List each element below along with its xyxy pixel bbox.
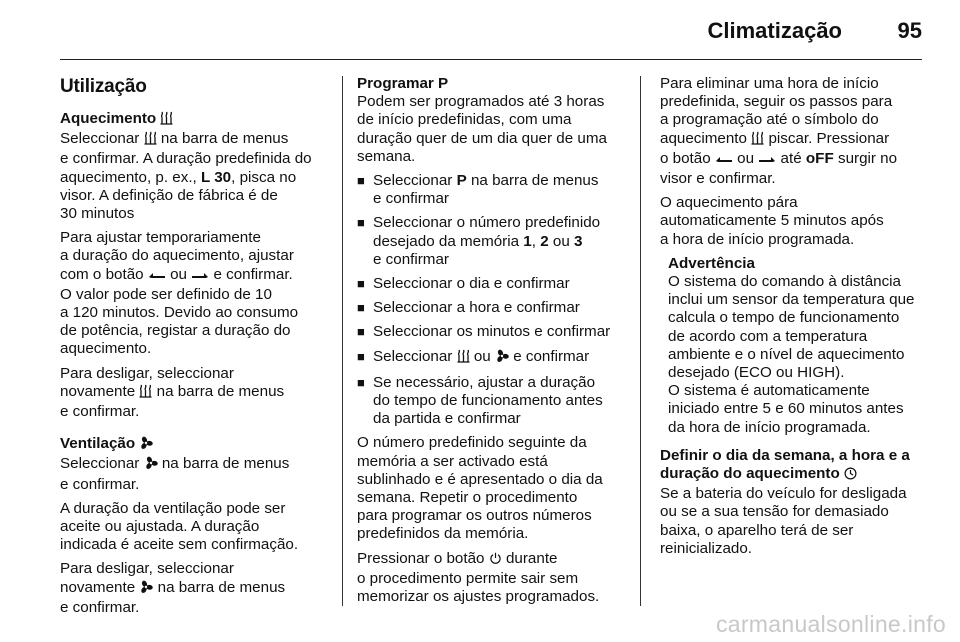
text: automaticamente 5 minutos após <box>660 212 884 230</box>
text: duração quer de um dia quer de uma <box>357 129 607 147</box>
text: desejado da memória <box>373 232 520 250</box>
text: Para ajustar temporariamente <box>60 229 261 247</box>
text: novamente <box>60 578 136 596</box>
text: 30 minutos <box>60 205 135 223</box>
text: Seleccionar <box>373 172 453 190</box>
column-divider <box>342 76 343 606</box>
text: Para desligar, seleccionar <box>60 364 234 382</box>
text: , pisca no <box>231 168 297 186</box>
ventilation-para-3 <box>60 560 332 617</box>
text: na barra de menus <box>157 578 286 596</box>
text: iniciado entre 5 e 60 minutos antes <box>668 400 904 418</box>
text: visor e confirmar. <box>660 170 776 188</box>
list-item: ■ Seleccionar os minutos e confirmar <box>357 323 632 341</box>
text: para programar os outros números <box>357 507 592 525</box>
text: O número predefinido seguinte da <box>357 434 587 452</box>
text: Para eliminar uma hora de início <box>660 75 879 92</box>
ventilation-icon <box>144 456 158 475</box>
text: ou se a sua tensão for demasiado <box>660 503 889 521</box>
rotate-left-icon <box>715 152 733 170</box>
program-steps <box>357 172 632 428</box>
list-item <box>357 214 632 269</box>
text: e confirmar. A duração predefinida do <box>60 150 312 168</box>
text: e confirmar <box>373 190 449 208</box>
column-3 <box>660 75 928 564</box>
text: na barra de menus <box>161 455 290 473</box>
text: predefinida, seguir os passos para <box>660 93 893 111</box>
text: piscar. Pressionar <box>768 129 890 147</box>
rotate-left-icon <box>148 268 166 286</box>
bold-text: P <box>456 172 467 190</box>
page-header-title: Climatização <box>707 18 842 43</box>
heating-para-2 <box>60 229 332 358</box>
text: predefinidos da memória. <box>357 525 529 543</box>
display-value: oFF <box>805 149 834 167</box>
text: Se necessário, ajustar a duração <box>373 373 596 391</box>
text: baixa, o aparelho terá de ser <box>660 521 854 539</box>
list-item <box>357 172 632 208</box>
text: O aquecimento pára <box>660 194 798 212</box>
header-rule <box>60 59 922 60</box>
text: de acordo com a temperatura <box>668 327 868 345</box>
ventilation-icon <box>139 436 153 455</box>
text: e confirmar. <box>213 265 293 283</box>
warning-note <box>668 255 928 437</box>
text: duração do aquecimento <box>660 465 840 483</box>
text: O valor pode ser definido de 10 <box>60 285 272 303</box>
text: e confirmar <box>373 250 449 268</box>
page-number: 95 <box>897 18 922 43</box>
text: O sistema é automaticamente <box>668 382 870 400</box>
text: na barra de menus <box>470 172 599 190</box>
text: aceite ou ajustada. A duração <box>60 518 260 536</box>
text: a programação até o símbolo do <box>660 111 879 129</box>
list-item <box>357 348 632 368</box>
power-button-icon <box>489 552 502 570</box>
watermark: carmanualsonline.info <box>715 611 946 637</box>
text: e confirmar. <box>60 403 140 421</box>
heating-heading <box>60 110 332 130</box>
set-day-time-heading <box>660 447 928 485</box>
text: a 120 minutos. Devido ao consumo <box>60 304 299 322</box>
text: reinicializado. <box>660 539 753 557</box>
text: de potência, registar a duração do <box>60 322 291 340</box>
text: e confirmar. <box>60 475 140 493</box>
text: na barra de menus <box>160 130 289 148</box>
column-1 <box>60 76 332 623</box>
text: Seleccionar <box>373 347 453 365</box>
text: e confirmar <box>513 347 590 365</box>
text: inclui um sensor da temperatura que <box>668 291 915 309</box>
col3-para-2 <box>660 194 928 249</box>
heating-icon <box>751 131 764 150</box>
bold-text: 3 <box>574 232 583 250</box>
heating-para-3 <box>60 365 332 422</box>
ventilation-para-1 <box>60 455 332 493</box>
heating-icon <box>160 111 173 130</box>
list-item: ■ Seleccionar a hora e confirmar <box>357 299 632 317</box>
heating-icon <box>139 384 152 403</box>
text: Se a bateria do veículo for desligada <box>660 485 907 503</box>
ventilation-icon <box>495 349 509 368</box>
text: O sistema do comando à distância <box>668 273 901 291</box>
rotate-right-icon <box>758 152 776 170</box>
program-intro <box>357 93 632 166</box>
text: indicada é aceite sem confirmação. <box>60 536 299 554</box>
text: de início predefinidas, com uma <box>357 111 572 129</box>
text: aquecimento. <box>60 340 152 358</box>
text: da partida e confirmar <box>373 410 521 428</box>
clock-icon <box>844 467 857 485</box>
text: Definir o dia da semana, a hora e a <box>660 446 910 464</box>
heating-icon <box>457 349 470 368</box>
text: do tempo de funcionamento antes <box>373 392 603 410</box>
program-para-1 <box>357 434 632 543</box>
text: memória a ser activado está <box>357 452 548 470</box>
text: memorizar os ajustes programados. <box>357 588 600 606</box>
text: ou <box>473 347 491 365</box>
text: na barra de menus <box>156 382 285 400</box>
text: semana. <box>357 147 416 165</box>
warning-heading: Advertência <box>668 254 755 272</box>
text: e confirmar. <box>60 598 140 616</box>
display-value: L 30 <box>201 168 232 186</box>
text: aquecimento, p. ex., <box>60 168 197 186</box>
text: , <box>531 232 536 250</box>
text: ou <box>737 149 755 167</box>
text: Pressionar o botão <box>357 549 485 567</box>
ventilation-heading <box>60 435 332 455</box>
text: durante <box>505 549 558 567</box>
text: surgir no <box>837 149 898 167</box>
ventilation-para-2 <box>60 500 332 555</box>
heading-text: Aquecimento <box>60 110 157 127</box>
text: Seleccionar <box>60 455 140 473</box>
text: visor. A definição de fábrica é de <box>60 186 278 204</box>
text: calcula o tempo de funcionamento <box>668 309 900 327</box>
text: ou <box>170 265 187 283</box>
list-item <box>357 374 632 429</box>
col3-para-1 <box>660 75 928 188</box>
col3-para-3 <box>660 485 928 558</box>
heating-icon <box>144 131 157 150</box>
text: novamente <box>60 382 136 400</box>
text: Seleccionar <box>60 130 140 148</box>
text: Podem ser programados até 3 horas <box>357 93 605 111</box>
text: ambiente e o nível de aquecimento <box>668 345 905 363</box>
column-2 <box>357 75 632 612</box>
text: até <box>780 149 802 167</box>
text: desejado (ECO ou HIGH). <box>668 364 845 382</box>
text: a duração do aquecimento, ajustar <box>60 247 294 265</box>
text: aquecimento <box>660 129 747 147</box>
program-heading: Programar P <box>357 75 449 92</box>
bold-text: 1 <box>523 232 532 250</box>
text: ou <box>552 232 570 250</box>
text: com o botão <box>60 265 144 283</box>
text: semana. Repetir o procedimento <box>357 489 578 507</box>
text: o botão <box>660 149 711 167</box>
column-divider <box>640 76 641 606</box>
text: da hora de início programada. <box>668 418 871 436</box>
section-title: Utilização <box>60 76 147 97</box>
text: sublinhado e é apresentado o dia da <box>357 470 603 488</box>
ventilation-icon <box>139 580 153 599</box>
bold-text: 2 <box>540 232 549 250</box>
text: o procedimento permite sair sem <box>357 569 579 587</box>
text: Para desligar, seleccionar <box>60 560 234 578</box>
list-item: ■ Seleccionar o dia e confirmar <box>357 275 632 293</box>
program-para-2 <box>357 550 632 607</box>
text: A duração da ventilação pode ser <box>60 499 286 517</box>
heating-para-1 <box>60 130 332 223</box>
rotate-right-icon <box>191 268 209 286</box>
text: Seleccionar o número predefinido <box>373 214 601 232</box>
heading-text: Ventilação <box>60 435 136 453</box>
text: a hora de início programada. <box>660 230 855 248</box>
